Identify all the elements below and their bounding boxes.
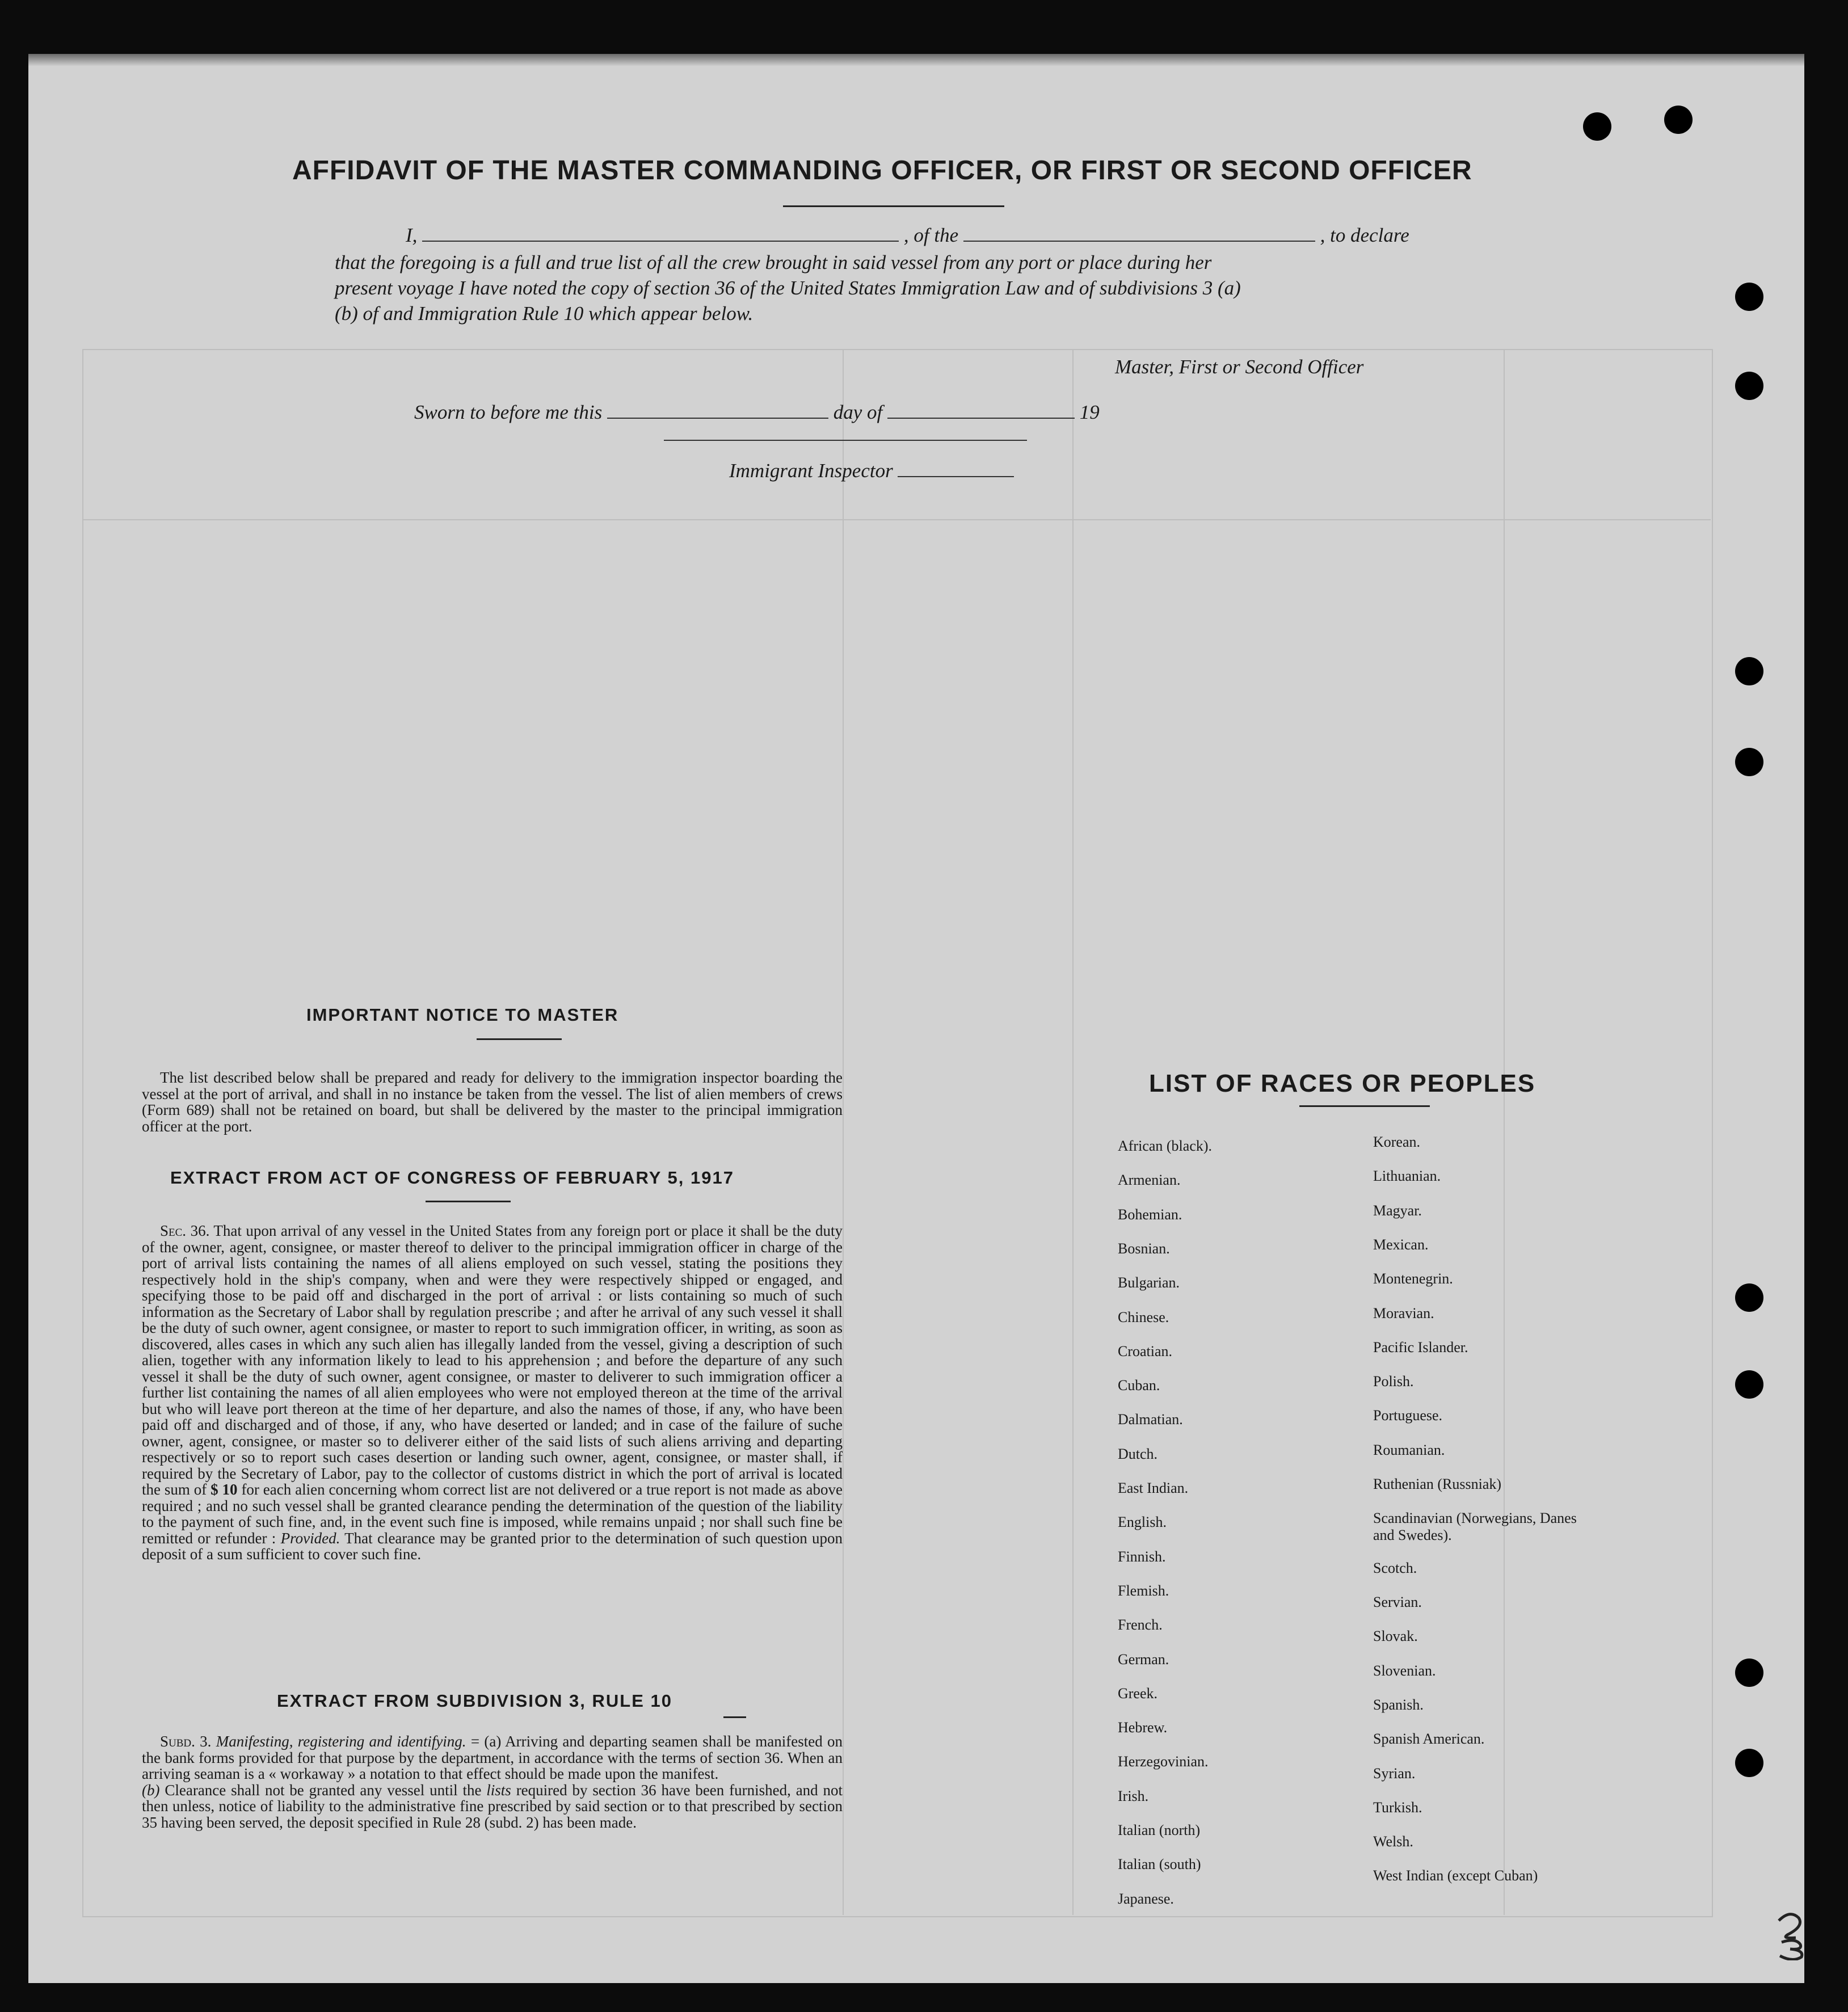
- affidavit-line-1: [406, 224, 1409, 247]
- affidavit-i-label: I,: [406, 224, 418, 246]
- race-item: Cuban.: [1118, 1377, 1160, 1394]
- day-of-label: day of: [833, 401, 883, 423]
- race-item: African (black).: [1118, 1138, 1213, 1154]
- race-item: Bulgarian.: [1118, 1274, 1180, 1291]
- rule-text-b1: Clearance shall not be granted any vessel until the: [165, 1781, 482, 1799]
- race-item: Dalmatian.: [1118, 1411, 1183, 1428]
- binder-hole: [1735, 283, 1763, 311]
- affidavit-line-3: present voyage I have noted the copy of section 36 of the United States Immigration Law and of subdivisions 3 (a): [335, 277, 1241, 299]
- binder-hole: [1735, 1370, 1763, 1399]
- notice-heading-rule: [477, 1038, 562, 1040]
- binder-hole: [1664, 106, 1693, 134]
- race-item: English.: [1118, 1514, 1167, 1531]
- race-item: Dutch.: [1118, 1445, 1158, 1462]
- race-item: Scotch.: [1373, 1559, 1417, 1576]
- race-item: Roumanian.: [1373, 1441, 1445, 1458]
- bleed-through-column: [1504, 349, 1505, 1915]
- race-item: Ruthenian (Russniak): [1373, 1476, 1502, 1492]
- sworn-month-blank: [887, 416, 1075, 419]
- act-text-part-3: That clearance may be granted prior to the determination of such question upon deposit of a sum sufficient to cover such fine.: [142, 1529, 843, 1563]
- race-item: Bohemian.: [1118, 1206, 1182, 1223]
- subd-label: Subd. 3.: [160, 1733, 212, 1750]
- inspector-line: [729, 460, 1014, 482]
- affidavit-line-2: that the foregoing is a full and true list of all the crew brought in said vessel from any port or place during her: [335, 251, 1212, 273]
- title-underline: [783, 205, 1004, 207]
- act-text-part-1: That upon arrival of any vessel in the United States from any foreign port or place it shall be the duty of the owner, agent, consignee, or master thereof to deliver to the principal immigration officer in charge of the port of arrival lists containing the names of all aliens employed on such vessel, stating the positions they respectively hold in the ship's company, when and were they were respectively shipped or engaged, and specifying those to be paid off and discharged in the port of arrival : or lists containing so much of such information as the Secretary of Labor shall by regulation prescribe ; and after he arrival of any such vessel it shall be the duty of such owner, agent consignee, or master to report to such immigration officer, in writing, as soon as discovered, alles cases in which any such alien has illegally landed from the vessel, giving a description of such alien, together with any information likely to lead to his apprehension ; and before the departure of any such vessel it shall be the duty of such owner, agent consignee, or master to deliverer to such immigration officer a further list containing the names of all alien employees who were not employed thereon at the time of the arrival but who will leave port thereon at the time of her departure, and also the names of those, if any, who have been paid off and discharged and of those, if any, who have deserted or landed; and in case of the failure of suche owner, agent, consignee, or master so to deliverer either of the said lists of such aliens arriving and departing respectively or so to report such cases desertion or landing such owner, agent, consignee, or master shall, if required by the Secretary of Labor, pay to the collector of customs district in which the port of arrival is located the sum of: [142, 1222, 843, 1498]
- race-item: Japanese.: [1118, 1890, 1174, 1907]
- race-item: Finnish.: [1118, 1548, 1166, 1565]
- binder-hole: [1735, 657, 1763, 685]
- sec-36-label: Sec. 36.: [160, 1222, 210, 1239]
- binder-hole: [1735, 1659, 1763, 1687]
- subd-title: Manifesting, registering and identifying.: [216, 1733, 466, 1750]
- race-item: Scandinavian (Norwegians, Danes and Swedes).: [1373, 1510, 1577, 1544]
- inspector-label: Immigrant Inspector: [729, 460, 893, 482]
- race-item: Croatian.: [1118, 1342, 1173, 1359]
- bleed-through-column: [1072, 349, 1074, 1915]
- binder-hole: [1735, 1283, 1763, 1312]
- sworn-day-blank: [607, 416, 828, 419]
- provided-word: Provided.: [280, 1529, 340, 1547]
- race-item: Polish.: [1373, 1373, 1414, 1390]
- affidavit-title: AFFIDAVIT OF THE MASTER COMMANDING OFFICER, OR FIRST OR SECOND OFFICER: [292, 155, 1472, 186]
- race-item: Slovenian.: [1373, 1662, 1436, 1679]
- race-item: West Indian (except Cuban): [1373, 1867, 1538, 1884]
- race-item: Welsh.: [1373, 1833, 1413, 1850]
- sworn-line: [414, 401, 1100, 424]
- race-item: Korean.: [1373, 1134, 1421, 1150]
- rule-heading: EXTRACT FROM SUBDIVISION 3, RULE 10: [277, 1691, 672, 1711]
- bleed-through-column: [843, 349, 844, 1915]
- race-item: Pacific Islander.: [1373, 1338, 1468, 1356]
- act-text: [142, 1223, 843, 1563]
- fine-amount: $ 10: [211, 1481, 238, 1498]
- race-item: Greek.: [1118, 1685, 1158, 1702]
- binder-hole: [1735, 748, 1763, 776]
- race-item: Turkish.: [1373, 1799, 1422, 1816]
- race-item: Herzegovinian.: [1118, 1753, 1209, 1770]
- race-item: Italian (north): [1118, 1822, 1201, 1838]
- binder-hole: [1735, 372, 1763, 400]
- act-text-part-2: for each alien concerning whom correct list are not delivered or a true report is not made as above required ; and no such vessel shall be granted clearance pending the determination of the question of the liability to the payment of such fine, and, in the event such fine is imposed, while remains unpaid ; nor shall such fine be remitted or refunder :: [142, 1481, 843, 1547]
- race-item: Bosnian.: [1118, 1240, 1170, 1257]
- race-item: Portuguese.: [1373, 1407, 1443, 1424]
- affidavit-declare-label: , to declare: [1320, 224, 1409, 246]
- races-title: LIST OF RACES OR PEOPLES: [1149, 1070, 1536, 1097]
- sworn-signature-rule: [664, 440, 1027, 441]
- races-title-rule: [1299, 1105, 1430, 1107]
- affidavit-line-4: (b) of and Immigration Rule 10 which appear below.: [335, 302, 753, 325]
- rule-text: [142, 1733, 843, 1830]
- race-item: Lithuanian.: [1373, 1168, 1441, 1185]
- binder-hole: [1583, 112, 1611, 141]
- race-item: Moravian.: [1373, 1304, 1434, 1321]
- signature-label: Master, First or Second Officer: [1115, 356, 1364, 378]
- act-heading-rule: [426, 1201, 511, 1202]
- race-item: Magyar.: [1373, 1202, 1422, 1219]
- b-label: (b): [142, 1781, 160, 1799]
- lists-word: lists: [486, 1781, 511, 1799]
- year-prefix: 19: [1079, 401, 1100, 423]
- act-heading: EXTRACT FROM ACT OF CONGRESS OF FEBRUARY 5, 1917: [170, 1168, 734, 1188]
- race-item: Chinese.: [1118, 1308, 1169, 1325]
- race-item: Slovak.: [1373, 1628, 1418, 1645]
- race-item: Spanish American.: [1373, 1731, 1485, 1748]
- race-item: Montenegrin.: [1373, 1270, 1453, 1287]
- binder-hole: [1735, 1749, 1763, 1777]
- sworn-text: Sworn to before me this: [414, 401, 603, 423]
- rule-text-b2: required by section 36 have been furnished, and not then unless, notice of liability to the administrative fine prescribed by said section or to that prescribed by section 35 having been served, the deposit specified in Rule 28 (subd. 2) has been made.: [142, 1781, 843, 1831]
- notice-heading: IMPORTANT NOTICE TO MASTER: [306, 1005, 619, 1025]
- race-item: East Indian.: [1118, 1480, 1189, 1496]
- rule-text-a: = (a) Arriving and departing seamen shall be manifested on the bank forms provided for that purpose by the department, in accordance with the terms of section 36. When an arriving seaman is a « workaway » a notation to that effect should be made upon the manifest.: [142, 1733, 843, 1782]
- handwritten-page-number: [1773, 1909, 1813, 1960]
- vessel-blank: [963, 239, 1315, 242]
- race-item: Italian (south): [1118, 1856, 1201, 1873]
- race-item: Flemish.: [1118, 1582, 1169, 1599]
- race-item: Spanish.: [1373, 1696, 1424, 1713]
- bleed-through-header-row: [82, 349, 1711, 520]
- race-item: German.: [1118, 1651, 1169, 1668]
- page-top-shadow: [28, 54, 1804, 66]
- name-blank: [422, 239, 899, 242]
- race-item: Mexican.: [1373, 1236, 1429, 1253]
- race-item: French.: [1118, 1617, 1163, 1634]
- race-item: Irish.: [1118, 1787, 1149, 1804]
- rule-heading-rule: [723, 1716, 746, 1718]
- affidavit-of-the-label: , of the: [903, 224, 959, 246]
- notice-text: The list described below shall be prepared and ready for delivery to the immigration inspector boarding the vessel at the port of arrival, and shall in no instance be taken from the vessel. The list of alien members of crews (Form 689) shall not be retained on board, but shall be delivered by the master to the principal immigration officer at the port.: [142, 1069, 843, 1135]
- race-item: Hebrew.: [1118, 1719, 1168, 1736]
- race-item: Syrian.: [1373, 1765, 1416, 1782]
- race-item: Armenian.: [1118, 1172, 1181, 1189]
- race-item: Servian.: [1373, 1594, 1422, 1611]
- document-page: [28, 54, 1804, 1983]
- inspector-blank: [898, 475, 1014, 477]
